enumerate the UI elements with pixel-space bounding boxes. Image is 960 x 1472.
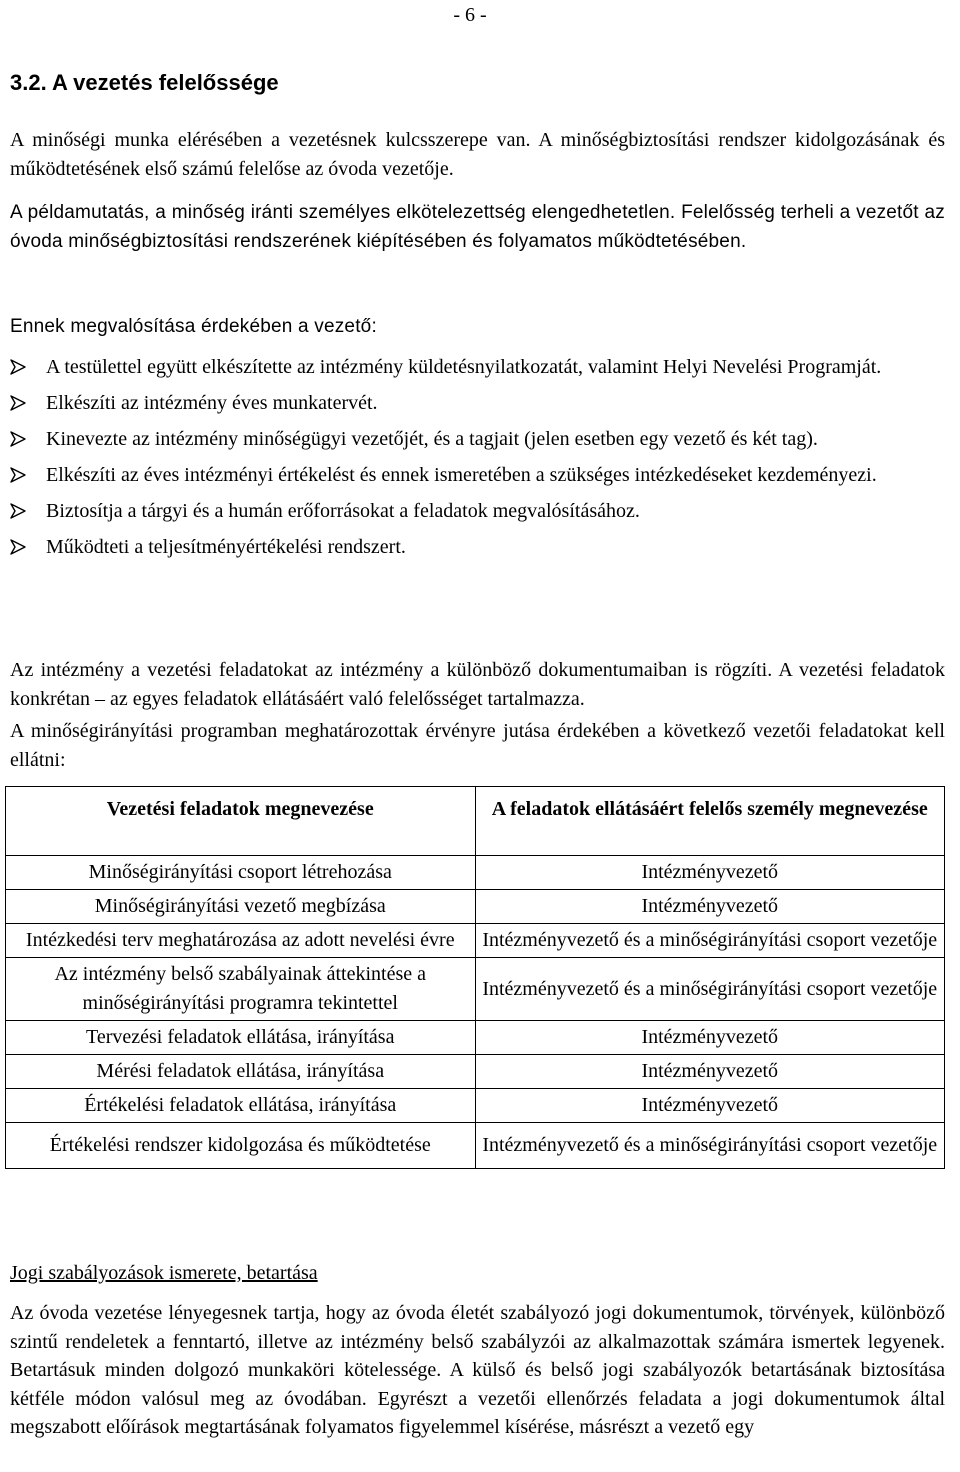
table-row	[6, 1055, 945, 1089]
bullet-text: Elkészíti az intézmény éves munkatervét.	[46, 392, 378, 414]
table-row	[6, 856, 945, 890]
task-cell: Tervezési feladatok ellátása, irányítása	[6, 1021, 476, 1055]
table-header-row	[6, 787, 945, 856]
task-cell: Intézkedési terv meghatározása az adott nevelési évre	[6, 924, 476, 958]
task-cell: Minőségirányítási vezető megbízása	[6, 890, 476, 924]
responsible-cell: Intézményvezető	[475, 890, 945, 924]
responsible-cell: Intézményvezető	[475, 1089, 945, 1123]
bullet-text: A testülettel együtt elkészítette az intézmény küldetésnyilatkozatát, valamint Helyi Nevelési Programját.	[46, 356, 882, 378]
bullet-text: Biztosítja a tárgyi és a humán erőforrásokat a feladatok megvalósításához.	[46, 500, 640, 522]
table-row	[6, 1089, 945, 1123]
task-cell: Az intézmény belső szabályainak áttekintése a minőségirányítási programra tekintettel	[6, 958, 476, 1021]
legal-paragraph: Az óvoda vezetése lényegesnek tartja, hogy az óvoda életét szabályozó jogi dokumentumok, törvények, különböző szintű rendeletek a fenntartó, illetve az intézmény belső szabályzói az alkalmazottak számára ismertek legyenek. Betartásuk minden dolgozó munkaköri kötelessége. A külső és belső jogi szabályozók betartásának biztosítása kétféle módon valósul meg az óvodában. Egyrészt a vezetői ellenőrzés feladata a jogi dokumentumok által megszabott előírások megtartásának folyamatos figyelemmel kísérése, másrészt a vezető egy	[10, 1302, 945, 1438]
responsible-cell: Intézményvezető és a minőségirányítási csoport vezetője	[475, 924, 945, 958]
bullet-text: Működteti a teljesítményértékelési rendszert.	[46, 536, 406, 558]
program-paragraph: A minőségirányítási programban meghatározottak érvényre jutása érdekében a következő vezetői feladatokat kell ellátni:	[10, 720, 945, 771]
intro-paragraph-3: Ennek megvalósítása érdekében a vezető:	[10, 316, 377, 337]
table-row	[6, 958, 945, 1021]
task-cell: Értékelési rendszer kidolgozása és működtetése	[6, 1123, 476, 1169]
arrow-bullet-icon	[10, 359, 26, 375]
table-row	[6, 1123, 945, 1169]
bullet-item	[10, 389, 945, 418]
intro-paragraph-1: A minőségi munka elérésében a vezetésnek kulcsszerepe van. A minőségbiztosítási rendszer kidolgozásának és működtetésének első számú felelőse az óvoda vezetője.	[10, 129, 945, 180]
table-row	[6, 924, 945, 958]
table-header-task: Vezetési feladatok megnevezése	[6, 787, 476, 856]
bullet-item	[10, 425, 945, 454]
arrow-bullet-icon	[10, 467, 26, 483]
bullet-item	[10, 533, 945, 562]
legal-subheading: Jogi szabályozások ismerete, betartása	[10, 1262, 318, 1284]
task-cell: Értékelési feladatok ellátása, irányítása	[6, 1089, 476, 1123]
leadership-task-table	[5, 786, 945, 1169]
task-cell: Mérési feladatok ellátása, irányítása	[6, 1055, 476, 1089]
arrow-bullet-icon	[10, 503, 26, 519]
bullet-text: Kinevezte az intézmény minőségügyi vezetőjét, és a tagjait (jelen esetben egy vezető és két tag).	[46, 428, 818, 450]
task-bullet-list	[10, 353, 945, 569]
table-row	[6, 1021, 945, 1055]
documents-paragraph: Az intézmény a vezetési feladatokat az intézmény a különböző dokumentumaiban is rögzíti. A vezetési feladatok konkrétan – az egyes feladatok ellátásáért való felelősséget tartalmazza.	[10, 659, 945, 710]
table-row	[6, 890, 945, 924]
bullet-item	[10, 461, 945, 490]
responsible-cell: Intézményvezető	[475, 1055, 945, 1089]
bullet-text: Elkészíti az éves intézményi értékelést és ennek ismeretében a szükséges intézkedéseket kezdeményezi.	[46, 464, 877, 486]
task-cell: Minőségirányítási csoport létrehozása	[6, 856, 476, 890]
table-header-responsible: A feladatok ellátásáért felelős személy megnevezése	[475, 787, 945, 856]
responsible-cell: Intézményvezető és a minőségirányítási csoport vezetője	[475, 1123, 945, 1169]
bullet-item	[10, 353, 945, 382]
section-heading: 3.2. A vezetés felelőssége	[10, 70, 279, 95]
bullet-item	[10, 497, 945, 526]
intro-paragraph-2: A példamutatás, a minőség iránti személyes elkötelezettség elengedhetetlen. Felelősség terheli a vezetőt az óvoda minőségbiztosítási rendszerének kiépítésében és folyamatos működtetésében.	[10, 202, 945, 252]
responsible-cell: Intézményvezető	[475, 1021, 945, 1055]
responsible-cell: Intézményvezető és a minőségirányítási csoport vezetője	[475, 958, 945, 1021]
arrow-bullet-icon	[10, 431, 26, 447]
responsible-cell: Intézményvezető	[475, 856, 945, 890]
arrow-bullet-icon	[10, 539, 26, 555]
page-number: - 6 -	[453, 4, 487, 26]
arrow-bullet-icon	[10, 395, 26, 411]
